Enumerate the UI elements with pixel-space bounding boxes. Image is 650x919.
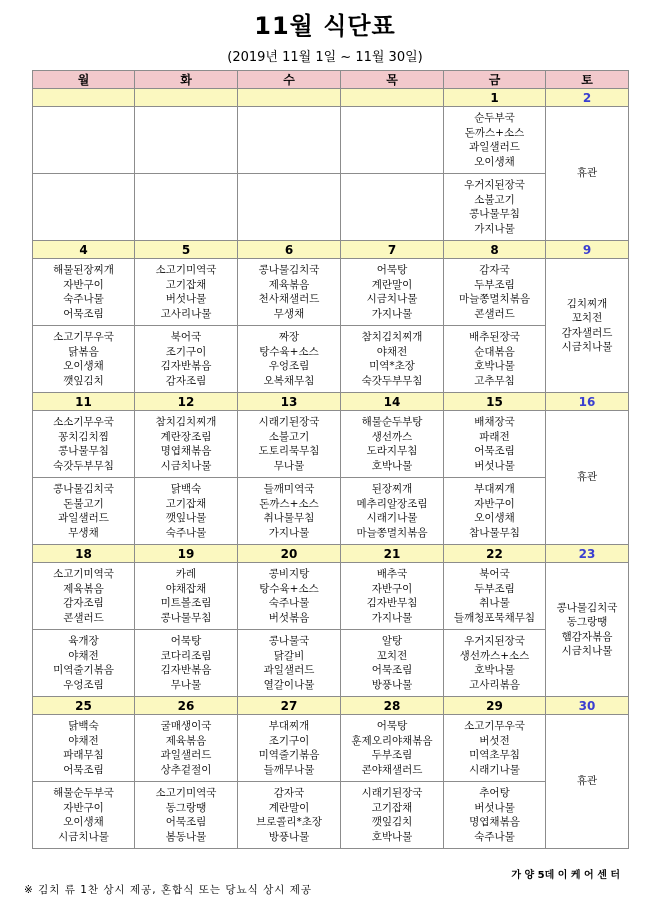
menu-item: 명엽채볶음 [469, 816, 520, 828]
menu-item: 콘샐러드 [63, 611, 104, 624]
menu-item: 알탕 [381, 635, 403, 647]
menu-item: 부대찌개 [474, 483, 515, 495]
menu-item: 미역줄기볶음 [258, 749, 320, 761]
menu-item: 계란말이 [268, 801, 310, 814]
menu-item: 소고기미역국 [155, 787, 217, 799]
date-row [33, 89, 629, 107]
menu-item: 무생채 [273, 307, 305, 320]
menu-item: 생선까스 [371, 430, 413, 443]
menu-item: 콘야채샐러드 [361, 763, 423, 776]
menu-item: 버섯나물 [474, 459, 515, 472]
menu-item: 파래전 [479, 430, 510, 443]
menu-item: 과일샐러드 [58, 512, 109, 524]
menu-item: 과일샐러드 [160, 749, 212, 761]
date-cell [238, 89, 341, 107]
menu-item: 숙주나물 [474, 830, 515, 843]
menu-item: 코다리조림 [160, 649, 212, 662]
lunch-menu-cell [238, 563, 341, 630]
dinner-menu-cell [238, 478, 341, 545]
menu-item: 과일샐러드 [469, 141, 520, 153]
saturday-menu-cell [546, 259, 629, 393]
date-cell [135, 89, 238, 107]
lunch-menu-cell [135, 259, 238, 326]
date-cell: 12 [135, 393, 238, 411]
lunch-menu-cell [135, 411, 238, 478]
menu-item: 호박나물 [474, 664, 515, 676]
menu-item: 해물순두부국 [53, 787, 114, 799]
menu-item: 들깨무나물 [263, 763, 315, 776]
menu-item: 햄감자볶음 [561, 630, 613, 643]
menu-item: 가지나물 [371, 611, 413, 624]
menu-item: 오이생채 [63, 816, 104, 828]
lunch-menu-cell [33, 715, 135, 782]
menu-item: 참치김치찌개 [361, 331, 423, 343]
menu-item: 방풍나물 [371, 678, 413, 691]
menu-item: 자반구이 [63, 801, 104, 814]
menu-item: 꼬치전 [571, 312, 603, 324]
lunch-menu-cell [135, 107, 238, 174]
dinner-menu-cell [238, 630, 341, 697]
menu-item: 우엉조림 [63, 678, 104, 691]
lunch-row [33, 563, 629, 630]
date-cell: 29 [444, 697, 546, 715]
footnote: ※ 김치 류 1찬 상시 제공, 혼합식 또는 당뇨식 상시 제공 [24, 884, 313, 896]
menu-item: 참치김치찌개 [155, 416, 217, 428]
dinner-menu-cell [33, 174, 135, 241]
menu-item: 가지나물 [371, 307, 413, 320]
menu-item: 감자국 [479, 264, 510, 276]
menu-item: 닭백숙 [170, 483, 202, 495]
menu-item: 우거지된장국 [464, 635, 525, 647]
menu-item: 소고기미역국 [155, 264, 217, 276]
menu-item: 야채잡채 [165, 582, 207, 595]
menu-item: 버섯나물 [474, 801, 515, 814]
menu-item: 오이생채 [474, 155, 515, 168]
lunch-menu-cell [135, 715, 238, 782]
dinner-menu-cell [135, 630, 238, 697]
meal-calendar [32, 70, 629, 849]
menu-item: 도토리묵무침 [258, 445, 320, 457]
lunch-menu-cell [33, 259, 135, 326]
menu-item: 오복채무침 [263, 374, 315, 387]
lunch-row [33, 411, 629, 478]
menu-item: 야채전 [376, 345, 408, 358]
date-cell: 4 [33, 241, 135, 259]
date-range: (2019년 11월 1일 ~ 11월 30일) [227, 50, 423, 65]
menu-item: 콩나물무침 [160, 611, 212, 624]
menu-item: 깻잎나물 [165, 512, 207, 524]
menu-item: 무나물 [273, 459, 305, 472]
date-cell: 15 [444, 393, 546, 411]
menu-item: 시래기나물 [366, 512, 418, 524]
lunch-menu-cell [135, 563, 238, 630]
menu-item: 닭볶음 [68, 345, 99, 358]
lunch-menu-cell [444, 411, 546, 478]
menu-item: 고추무침 [474, 374, 515, 387]
menu-item: 돈까스+소스 [259, 497, 319, 510]
date-cell: 8 [444, 241, 546, 259]
menu-item: 소소기무우국 [53, 416, 114, 428]
lunch-menu-cell [33, 411, 135, 478]
dinner-menu-cell [341, 782, 444, 849]
center-name: 가 양 5데 이 케 어 센 터 [511, 870, 620, 881]
dinner-menu-cell [444, 782, 546, 849]
menu-item: 호박나물 [371, 459, 413, 472]
menu-item: 감자샐러드 [561, 326, 613, 339]
lunch-row [33, 107, 629, 174]
menu-item: 감자조림 [165, 374, 207, 387]
menu-item: 닭갈비 [273, 649, 305, 662]
menu-item: 참나물무침 [469, 526, 520, 539]
menu-item: 깻잎김치 [371, 816, 413, 828]
dinner-menu-cell [341, 174, 444, 241]
dinner-menu-cell [135, 326, 238, 393]
lunch-menu-cell [341, 715, 444, 782]
date-row [33, 545, 629, 563]
lunch-menu-cell [341, 411, 444, 478]
menu-item: 김자반볶음 [160, 360, 212, 372]
menu-item: 해물순두부탕 [361, 416, 423, 428]
menu-item: 취나물 [479, 597, 510, 609]
date-cell: 2 [546, 89, 629, 107]
menu-item: 추어탕 [479, 787, 510, 799]
menu-item: 어묵조림 [63, 763, 104, 776]
menu-item: 어묵조림 [474, 445, 515, 457]
menu-item: 조기구이 [165, 345, 207, 358]
menu-item: 가지나물 [268, 526, 310, 539]
dinner-menu-cell [444, 630, 546, 697]
date-cell: 23 [546, 545, 629, 563]
menu-item: 어묵조림 [371, 664, 413, 676]
lunch-menu-cell [238, 715, 341, 782]
menu-item: 방풍나물 [268, 830, 310, 843]
dinner-menu-cell [444, 174, 546, 241]
menu-item: 마늘쫑멸치볶음 [458, 293, 530, 305]
menu-item: 파래무침 [63, 749, 104, 761]
menu-item: 시금치나물 [160, 459, 212, 472]
menu-item: 동그랑땡 [566, 616, 608, 628]
menu-item: 짜장 [278, 331, 300, 343]
menu-item: 콩나물국 [268, 635, 310, 647]
menu-item: 고기잡채 [165, 497, 207, 510]
menu-item: 콘샐러드 [474, 307, 515, 320]
lunch-menu-cell [238, 107, 341, 174]
dinner-menu-cell [341, 478, 444, 545]
date-cell [33, 89, 135, 107]
lunch-menu-cell [444, 259, 546, 326]
menu-item: 우거지된장국 [464, 179, 525, 191]
menu-item: 가지나물 [474, 222, 515, 235]
menu-item: 시금치나물 [366, 293, 418, 305]
menu-item: 시래기나물 [469, 763, 520, 776]
menu-item: 된장찌개 [371, 483, 413, 495]
dinner-menu-cell [341, 630, 444, 697]
menu-item: 명엽채볶음 [160, 445, 212, 457]
menu-item: 휴관 [576, 471, 598, 484]
menu-item: 고기잡채 [371, 801, 413, 814]
menu-item: 들깨미역국 [263, 483, 315, 495]
menu-item: 우엉조림 [268, 360, 310, 372]
menu-item: 제육볶음 [268, 278, 310, 291]
menu-item: 탕수육+소스 [259, 345, 319, 358]
lunch-menu-cell [238, 411, 341, 478]
menu-item: 숙주나물 [63, 293, 104, 305]
dinner-menu-cell [444, 326, 546, 393]
menu-item: 버섯볶음 [268, 611, 310, 624]
menu-item: 시금치나물 [561, 645, 613, 657]
menu-item: 부대찌개 [268, 720, 310, 732]
dinner-menu-cell [444, 478, 546, 545]
saturday-menu-cell [546, 563, 629, 697]
menu-item: 소불고기 [474, 193, 515, 206]
lunch-row [33, 715, 629, 782]
menu-item: 제육볶음 [165, 734, 207, 747]
menu-item: 배채장국 [474, 416, 515, 428]
menu-item: 순대볶음 [474, 345, 515, 358]
menu-item: 계란장조림 [160, 430, 212, 443]
menu-item: 자반구이 [474, 497, 515, 510]
menu-item: 미역*초장 [369, 360, 415, 372]
menu-item: 숙주나물 [268, 597, 310, 609]
dinner-menu-cell [33, 478, 135, 545]
menu-item: 고사리나물 [160, 307, 212, 320]
menu-item: 숙갓두부무침 [361, 374, 423, 387]
lunch-menu-cell [341, 107, 444, 174]
date-cell: 26 [135, 697, 238, 715]
dinner-row [33, 478, 629, 545]
menu-item: 탕수육+소스 [259, 582, 319, 595]
menu-item: 시금치나물 [561, 341, 613, 353]
menu-item: 두부조림 [371, 749, 413, 761]
menu-item: 상추겉절이 [160, 763, 212, 776]
date-cell [341, 89, 444, 107]
menu-item: 김치찌개 [566, 297, 608, 310]
menu-item: 돈까스+소스 [464, 126, 525, 139]
menu-item: 자반구이 [371, 582, 413, 595]
menu-item: 오이생채 [474, 512, 515, 524]
menu-item: 어묵조림 [63, 307, 104, 320]
lunch-menu-cell [341, 563, 444, 630]
menu-item: 감자국 [273, 787, 305, 799]
menu-item: 소고기무우국 [53, 331, 114, 343]
lunch-menu-cell [444, 563, 546, 630]
menu-item: 과일샐러드 [263, 664, 315, 676]
date-cell: 5 [135, 241, 238, 259]
date-cell: 30 [546, 697, 629, 715]
menu-item: 꼬치전 [376, 649, 408, 662]
menu-item: 콩비지탕 [268, 568, 310, 580]
menu-item: 깻잎김치 [63, 374, 104, 387]
date-cell: 9 [546, 241, 629, 259]
menu-item: 미역줄기볶음 [53, 664, 114, 676]
dinner-menu-cell [135, 174, 238, 241]
menu-item: 김자반볶음 [160, 664, 212, 676]
menu-item: 야채전 [68, 649, 99, 662]
dinner-menu-cell [135, 782, 238, 849]
lunch-menu-cell [33, 563, 135, 630]
date-cell: 21 [341, 545, 444, 563]
menu-item: 천사채샐러드 [258, 293, 320, 305]
date-cell: 7 [341, 241, 444, 259]
menu-item: 무생채 [68, 526, 99, 539]
menu-item: 생선까스+소스 [459, 649, 530, 662]
menu-item: 소불고기 [268, 430, 310, 443]
menu-item: 두부조림 [474, 582, 515, 595]
menu-item: 소고기무우국 [464, 720, 525, 732]
menu-item: 두부조림 [474, 278, 515, 291]
menu-item: 취나물무침 [263, 512, 315, 524]
menu-item: 미역초무침 [469, 749, 520, 761]
dinner-menu-cell [135, 478, 238, 545]
menu-item: 봄동나물 [165, 830, 207, 843]
date-cell: 6 [238, 241, 341, 259]
menu-item: 계란말이 [371, 278, 413, 291]
menu-item: 콩나물김치국 [258, 264, 320, 276]
date-cell: 28 [341, 697, 444, 715]
dinner-menu-cell [238, 174, 341, 241]
weekday-sat: 토 [546, 71, 629, 89]
weekday-fri: 금 [444, 71, 546, 89]
menu-item: 순두부국 [474, 112, 515, 124]
saturday-menu-cell [546, 715, 629, 849]
date-cell: 27 [238, 697, 341, 715]
menu-item: 고사리볶음 [469, 678, 520, 691]
menu-item: 호박나물 [371, 830, 413, 843]
menu-item: 굴매생이국 [160, 720, 212, 732]
date-cell: 18 [33, 545, 135, 563]
menu-item: 북어국 [170, 331, 202, 343]
menu-item: 숙주나물 [165, 526, 207, 539]
dinner-menu-cell [238, 326, 341, 393]
dinner-menu-cell [33, 630, 135, 697]
date-cell: 19 [135, 545, 238, 563]
dinner-menu-cell [341, 326, 444, 393]
menu-item: 제육볶음 [63, 582, 104, 595]
menu-item: 콩나물김치국 [556, 601, 618, 614]
weekday-header-row [33, 71, 629, 89]
menu-item: 어묵탕 [376, 264, 408, 276]
menu-item: 시금치나물 [58, 830, 109, 843]
lunch-row [33, 259, 629, 326]
menu-item: 미트볼조림 [160, 597, 212, 609]
date-cell: 11 [33, 393, 135, 411]
date-cell: 25 [33, 697, 135, 715]
dinner-row [33, 782, 629, 849]
menu-item: 육개장 [68, 635, 99, 647]
menu-item: 꽁치김치찜 [58, 430, 109, 443]
date-cell: 16 [546, 393, 629, 411]
menu-item: 휴관 [576, 167, 598, 180]
menu-item: 동그랑땡 [165, 801, 207, 814]
menu-item: 브로콜리*초장 [255, 816, 323, 828]
weekday-mon: 월 [33, 71, 135, 89]
date-row [33, 393, 629, 411]
lunch-menu-cell [238, 259, 341, 326]
menu-item: 야채전 [68, 734, 99, 747]
menu-item: 어묵탕 [376, 720, 408, 732]
weekday-thu: 목 [341, 71, 444, 89]
menu-item: 자반구이 [63, 278, 104, 291]
menu-item: 무나물 [170, 678, 202, 691]
dinner-row [33, 630, 629, 697]
menu-item: 콩나물무침 [469, 208, 520, 220]
date-cell: 14 [341, 393, 444, 411]
dinner-row [33, 174, 629, 241]
saturday-menu-cell [546, 107, 629, 241]
menu-item: 들깨청포묵채무침 [453, 611, 536, 624]
menu-item: 북어국 [479, 568, 510, 580]
menu-item: 마늘쫑멸치볶음 [356, 526, 428, 539]
dinner-menu-cell [33, 326, 135, 393]
weekday-wed: 수 [238, 71, 341, 89]
menu-item: 어묵탕 [170, 635, 202, 647]
date-row [33, 241, 629, 259]
menu-item: 호박나물 [474, 360, 515, 372]
menu-item: 감자조림 [63, 597, 104, 609]
menu-item: 도라지무침 [366, 445, 418, 457]
weekday-tue: 화 [135, 71, 238, 89]
menu-item: 버섯전 [479, 734, 510, 747]
dinner-row [33, 326, 629, 393]
date-cell: 20 [238, 545, 341, 563]
dinner-menu-cell [33, 782, 135, 849]
menu-item: 배추국 [376, 568, 408, 580]
date-row [33, 697, 629, 715]
menu-item: 열갈이나물 [263, 678, 315, 691]
saturday-menu-cell [546, 411, 629, 545]
menu-item: 해물된장찌개 [53, 264, 114, 276]
menu-item: 시래기된장국 [258, 416, 320, 428]
menu-item: 버섯나물 [165, 293, 207, 305]
menu-item: 돈불고기 [63, 497, 104, 510]
menu-item: 메추리알장조림 [356, 497, 428, 510]
menu-item: 오이생채 [63, 360, 104, 372]
menu-item: 훈제오리야채볶음 [351, 734, 433, 747]
menu-item: 소고기미역국 [53, 568, 114, 580]
date-cell: 22 [444, 545, 546, 563]
menu-item: 콩나물무침 [58, 445, 109, 457]
menu-item: 시래기된장국 [361, 787, 423, 799]
menu-item: 어묵조림 [165, 816, 207, 828]
date-cell: 13 [238, 393, 341, 411]
menu-item: 콩나물김치국 [53, 483, 114, 495]
lunch-menu-cell [341, 259, 444, 326]
menu-item: 숙갓두부무침 [53, 459, 114, 472]
menu-item: 조기구이 [268, 734, 310, 747]
page-title: 11월 식단표 [254, 12, 396, 40]
menu-item: 닭백숙 [68, 720, 99, 732]
lunch-menu-cell [444, 107, 546, 174]
dinner-menu-cell [238, 782, 341, 849]
lunch-menu-cell [33, 107, 135, 174]
menu-item: 카레 [175, 568, 197, 580]
menu-item: 배추된장국 [469, 331, 520, 343]
lunch-menu-cell [444, 715, 546, 782]
menu-item: 김자반무침 [366, 597, 418, 609]
menu-item: 휴관 [576, 775, 598, 788]
menu-item: 고기잡채 [165, 278, 207, 291]
date-cell: 1 [444, 89, 546, 107]
